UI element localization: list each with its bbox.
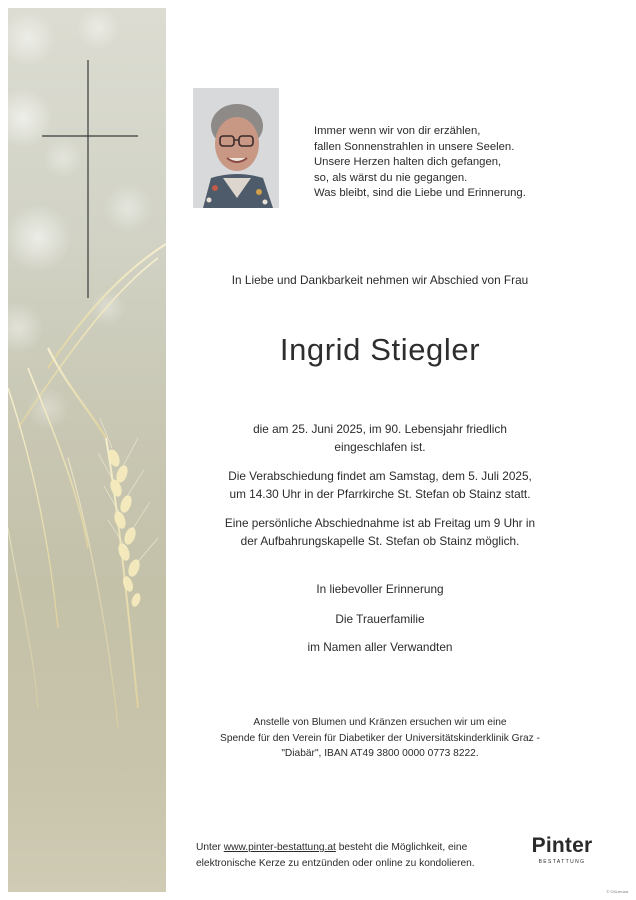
poem-line: Was bleibt, sind die Liebe und Erinnerung. xyxy=(314,187,526,199)
image-credit: © CM-eruca xyxy=(606,889,628,894)
poem-line: Unsere Herzen halten dich gefangen, xyxy=(314,156,502,168)
death-notice-line: eingeschlafen ist. xyxy=(334,440,426,454)
donation-line: Spende für den Verein für Diabetiker der Universitätskinderklinik Graz - xyxy=(220,732,540,744)
viewing-notice xyxy=(210,514,550,550)
pinter-logo xyxy=(522,834,602,865)
portrait-photo xyxy=(193,88,279,208)
intro-text: In Liebe und Dankbarkeit nehmen wir Abschied von Frau xyxy=(231,273,529,287)
closing-relatives: im Namen aller Verwandten xyxy=(307,640,453,654)
poem-line: so, als wärst du nie gegangen. xyxy=(314,171,468,184)
website-link[interactable]: www.pinter-bestattung.at xyxy=(223,842,336,853)
footer-suffix: besteht die Möglichkeit, eine xyxy=(335,842,468,853)
deceased-name: Ingrid Stiegler xyxy=(279,332,481,367)
wheat-ear-image xyxy=(8,8,166,892)
decorative-side-panel xyxy=(8,8,166,892)
closing-family: Die Trauerfamilie xyxy=(335,612,425,626)
death-notice-line: die am 25. Juni 2025, im 90. Lebensjahr friedlich xyxy=(253,422,507,436)
poem xyxy=(314,124,614,202)
logo-subtitle: BESTATTUNG xyxy=(538,859,586,865)
viewing-line: der Aufbahrungskapelle St. Stefan ob Stainz möglich. xyxy=(240,534,520,548)
farewell-service-line: Die Verabschiedung findet am Samstag, dem 5. Juli 2025, xyxy=(228,469,532,483)
footer-text xyxy=(196,840,526,872)
donation-line: Anstelle von Blumen und Kränzen ersuchen wir um eine xyxy=(253,717,507,728)
viewing-line: Eine persönliche Abschiednahme ist ab Freitag um 9 Uhr in xyxy=(224,516,536,530)
donation-line: "Diabär", IBAN AT49 3800 0000 0773 8222. xyxy=(281,748,479,759)
death-notice xyxy=(210,420,550,456)
farewell-service xyxy=(210,467,550,503)
footer-line xyxy=(196,840,526,856)
poem-line: fallen Sonnenstrahlen in unsere Seelen. xyxy=(314,140,515,153)
closing-remembrance: In liebevoller Erinnerung xyxy=(316,582,444,596)
poem-line: Immer wenn wir von dir erzählen, xyxy=(314,125,481,137)
farewell-service-line: um 14.30 Uhr in der Pfarrkirche St. Stefan ob Stainz statt. xyxy=(229,487,531,501)
footer-prefix: Unter xyxy=(196,842,224,853)
logo-name: Pinter xyxy=(531,834,593,857)
donation-notice xyxy=(195,715,565,762)
footer-line: elektronische Kerze zu entzünden oder online zu kondolieren. xyxy=(196,858,475,869)
